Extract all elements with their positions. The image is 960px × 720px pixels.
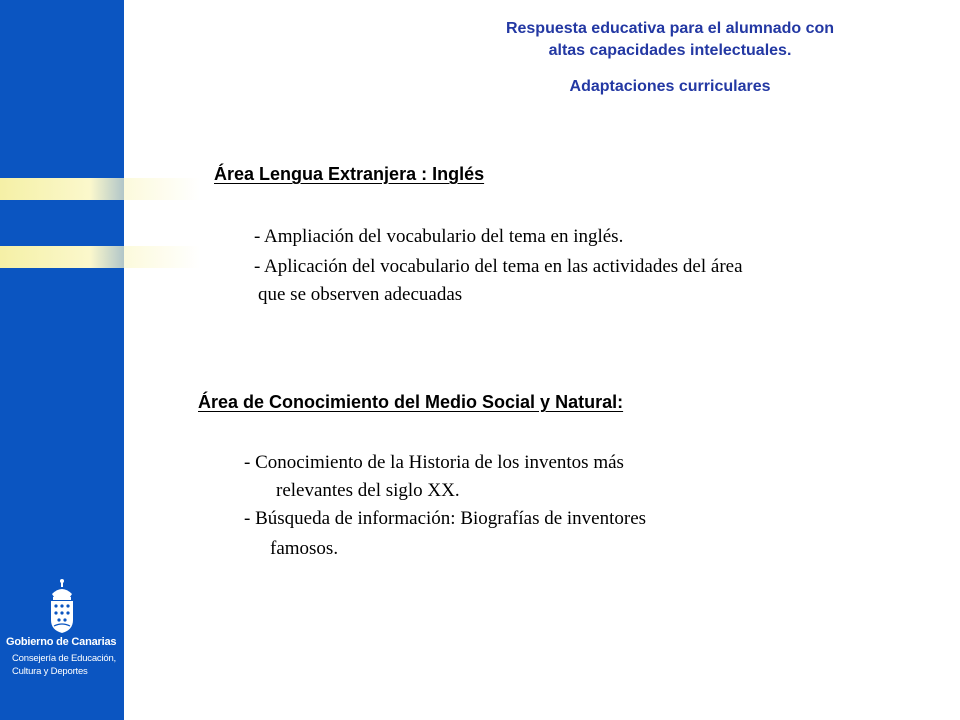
logo-subtitle-line2: Cultura y Deportes xyxy=(12,666,88,677)
section-heading-medio: Área de Conocimiento del Medio Social y Natural: xyxy=(198,392,624,412)
header-title-line1: Respuesta educativa para el alumnado con xyxy=(505,20,835,37)
english-item-2-line2: que se observen adecuadas xyxy=(258,284,463,305)
section-heading-english: Área Lengua Extranjera : Inglés xyxy=(214,164,485,184)
decorative-stripe xyxy=(0,178,200,200)
medio-item-2-line1: - Búsqueda de información: Biografías de inventores xyxy=(244,508,647,529)
crest-icon xyxy=(47,578,77,634)
decorative-stripe xyxy=(0,246,200,268)
page-header xyxy=(420,18,920,98)
header-subtitle: Adaptaciones curriculares xyxy=(569,78,771,95)
medio-item-2-line2: famosos. xyxy=(270,538,339,559)
header-title-line2: altas capacidades intelectuales. xyxy=(548,42,792,59)
english-item-1: - Ampliación del vocabulario del tema en inglés. xyxy=(254,226,624,247)
government-logo xyxy=(0,578,124,708)
medio-item-1-line1: - Conocimiento de la Historia de los inventos más xyxy=(244,452,624,473)
logo-name: Gobierno de Canarias xyxy=(6,636,117,648)
english-item-2-line1: - Aplicación del vocabulario del tema en las actividades del área xyxy=(254,256,743,277)
medio-item-1-line2: relevantes del siglo XX. xyxy=(276,480,460,501)
logo-subtitle-line1: Consejería de Educación, xyxy=(12,653,116,664)
